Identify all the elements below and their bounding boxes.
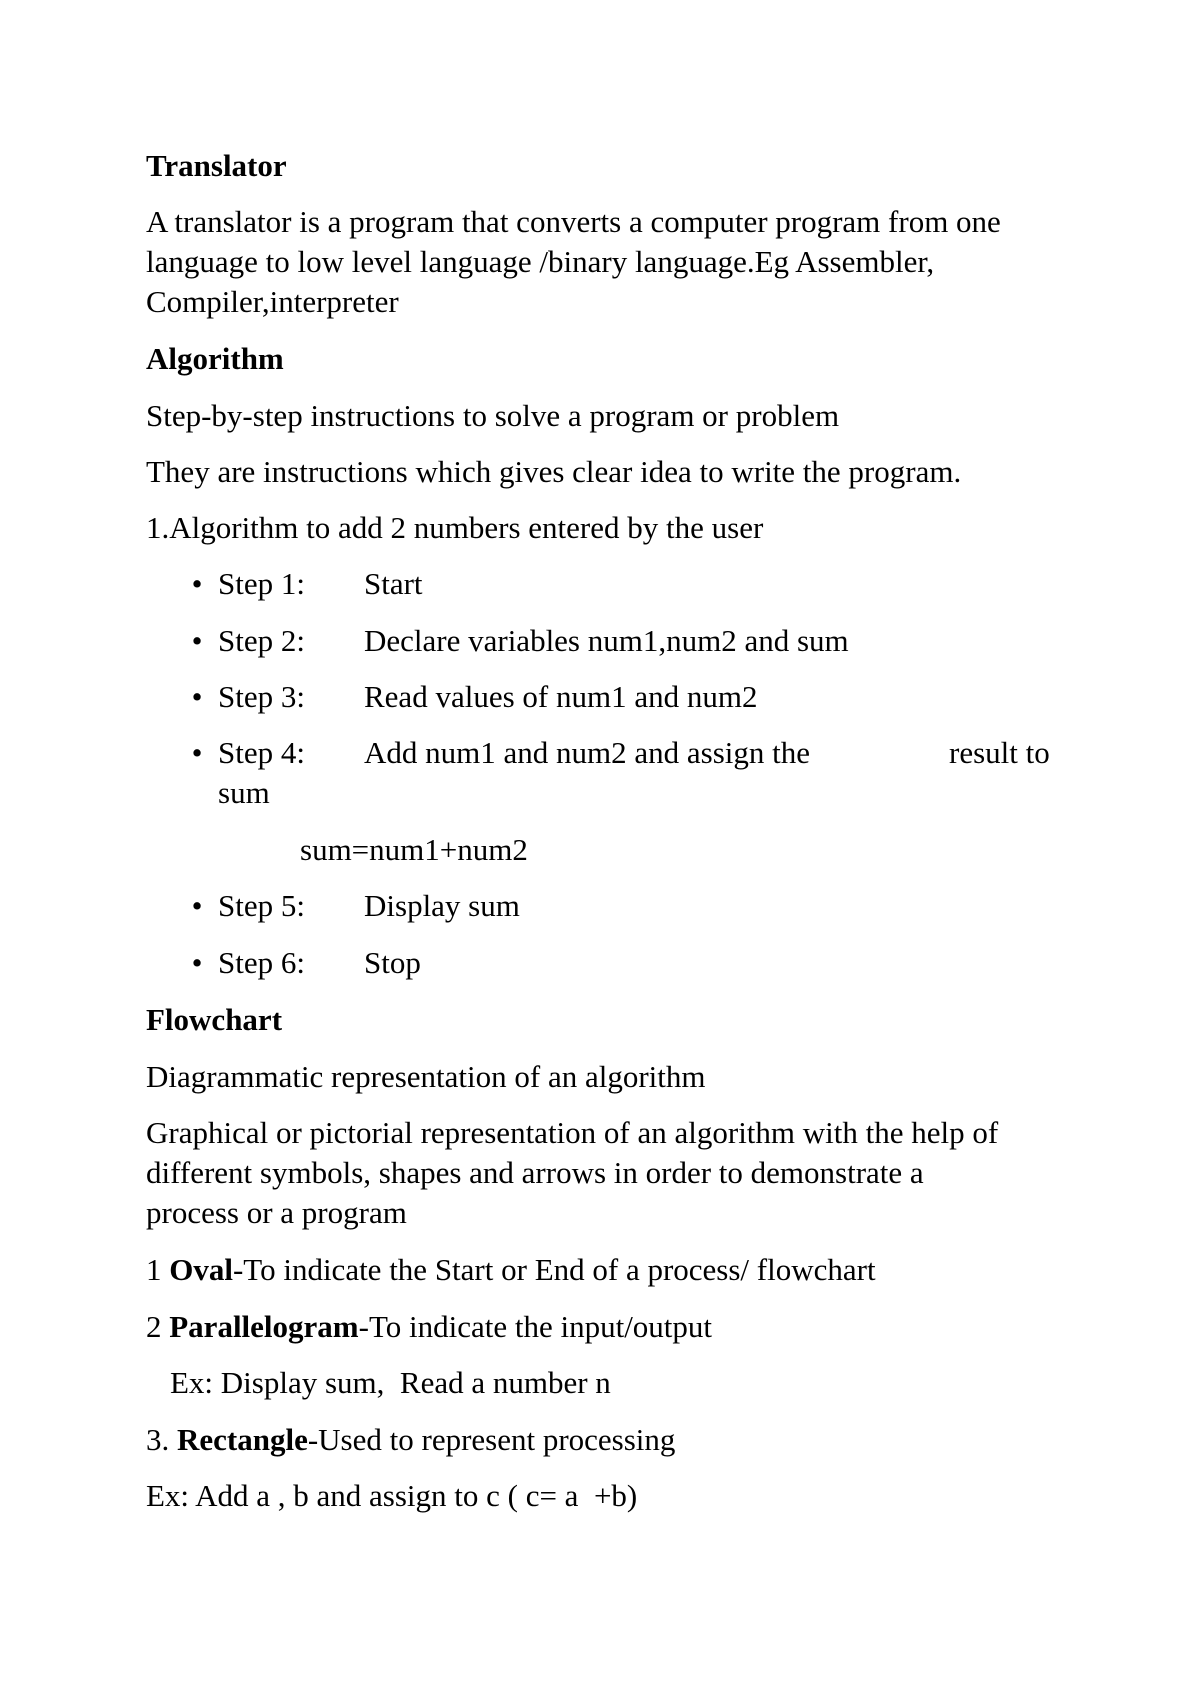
symbol-name: Parallelogram xyxy=(169,1309,359,1344)
algorithm-step-4 xyxy=(176,733,810,773)
symbol-description: -To indicate the Start or End of a process/ flowchart xyxy=(232,1252,876,1287)
bullet-icon: • xyxy=(191,945,203,980)
flowchart-symbol-parallelogram xyxy=(146,1307,712,1347)
step-label: Step 3: xyxy=(218,679,305,714)
symbol-name: Oval xyxy=(169,1252,233,1287)
algorithm-example-title: 1.Algorithm to add 2 numbers entered by the user xyxy=(146,510,764,545)
bullet-icon: • xyxy=(191,735,203,770)
flowchart-heading: Flowchart xyxy=(146,1002,283,1037)
rectangle-example: Ex: Add a , b and assign to c ( c= a +b) xyxy=(146,1478,638,1513)
flowchart-definition-2-line-1: Graphical or pictorial representation of an algorithm with the help of xyxy=(146,1115,999,1150)
step-label: Step 2: xyxy=(218,623,305,658)
algorithm-step-5 xyxy=(176,886,520,926)
step-text: Declare variables num1,num2 and sum xyxy=(364,623,849,658)
bullet-icon: • xyxy=(191,623,203,658)
symbol-number: 3. xyxy=(146,1422,177,1457)
translator-text-line-3: Compiler,interpreter xyxy=(146,284,399,319)
flowchart-definition-2-line-2: different symbols, shapes and arrows in order to demonstrate a xyxy=(146,1155,924,1190)
flowchart-definition-2-line-3: process or a program xyxy=(146,1195,407,1230)
symbol-description: -Used to represent processing xyxy=(307,1422,676,1457)
step-label: Step 6: xyxy=(218,945,305,980)
flowchart-definition-1: Diagrammatic representation of an algorithm xyxy=(146,1059,706,1094)
translator-text-line-1: A translator is a program that converts a computer program from one xyxy=(146,204,1001,239)
parallelogram-example: Ex: Display sum, Read a number n xyxy=(170,1365,611,1400)
step-label: Step 1: xyxy=(218,566,305,601)
symbol-number: 2 xyxy=(146,1309,170,1344)
algorithm-definition-1: Step-by-step instructions to solve a program or problem xyxy=(146,398,840,433)
symbol-number: 1 xyxy=(146,1252,170,1287)
translator-heading: Translator xyxy=(146,148,287,183)
bullet-icon: • xyxy=(191,888,203,923)
algorithm-step-4-tail: result to xyxy=(949,735,1050,770)
step-text: Stop xyxy=(364,945,421,980)
algorithm-step-6 xyxy=(176,943,421,983)
step-text: Read values of num1 and num2 xyxy=(364,679,758,714)
flowchart-symbol-oval xyxy=(146,1250,876,1290)
step-label: Step 4: xyxy=(218,735,305,770)
symbol-name: Rectangle xyxy=(177,1422,308,1457)
algorithm-heading: Algorithm xyxy=(146,341,284,376)
flowchart-symbol-rectangle xyxy=(146,1420,675,1460)
translator-text-line-2: language to low level language /binary language.Eg Assembler, xyxy=(146,244,935,279)
algorithm-definition-2: They are instructions which gives clear idea to write the program. xyxy=(146,454,962,489)
symbol-description: -To indicate the input/output xyxy=(358,1309,713,1344)
step-text: Display sum xyxy=(364,888,520,923)
algorithm-step-3 xyxy=(176,677,757,717)
step-text: Add num1 and num2 and assign the xyxy=(364,735,811,770)
bullet-icon: • xyxy=(191,566,203,601)
algorithm-step-4-continuation: sum xyxy=(218,775,270,810)
algorithm-step-2 xyxy=(176,621,849,661)
step-label: Step 5: xyxy=(218,888,305,923)
bullet-icon: • xyxy=(191,679,203,714)
algorithm-step-1 xyxy=(176,564,423,604)
step-text: Start xyxy=(364,566,423,601)
algorithm-formula: sum=num1+num2 xyxy=(300,832,528,867)
